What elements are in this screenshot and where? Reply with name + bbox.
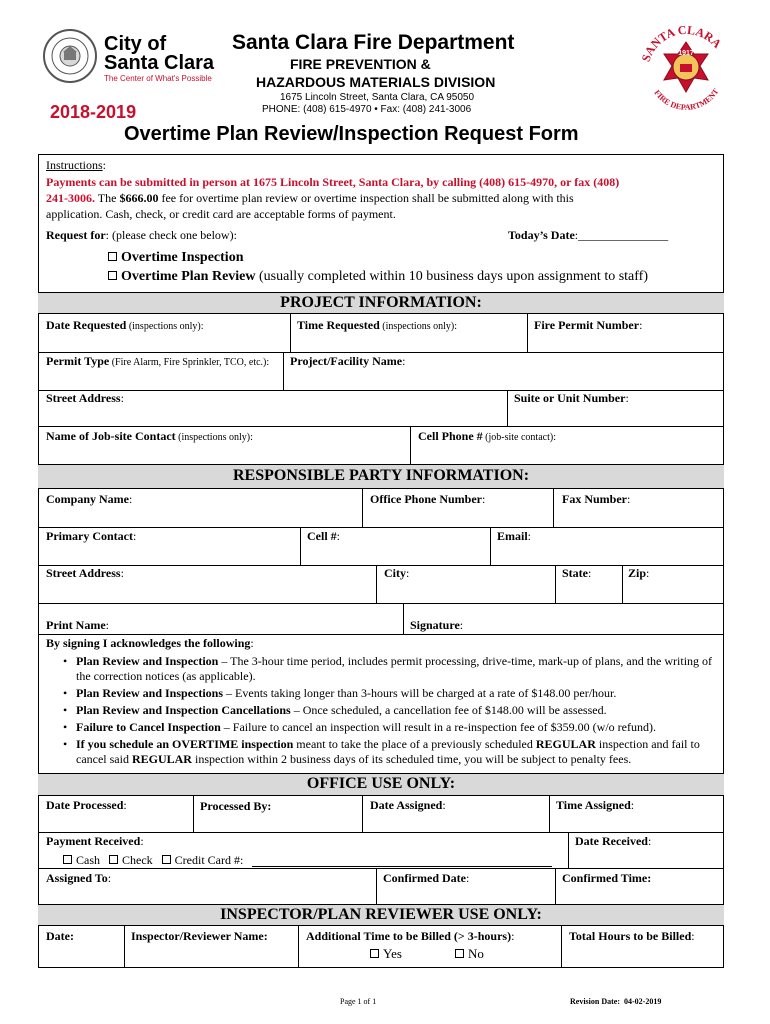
city-label: City — [384, 566, 406, 580]
ack-item-text: – Events taking longer than 3-hours will be charged at a rate of $148.00 per/hour. — [223, 686, 617, 700]
rp-street-label: Street Address — [46, 566, 121, 580]
checkbox[interactable] — [109, 855, 118, 864]
city-logo-line2: Santa Clara — [104, 52, 215, 74]
assigned-to-label: Assigned To — [46, 871, 108, 885]
fax-number-red: 241-3006. — [46, 191, 95, 205]
fire-permit-label: Fire Permit Number — [534, 318, 640, 332]
fax-number-label: Fax Number — [562, 492, 627, 506]
time-assigned-field[interactable]: Time Assigned: — [556, 798, 635, 812]
print-name-field[interactable]: Print Name: — [46, 618, 109, 632]
acknowledge-lead-label: By signing I acknowledges the following — [46, 636, 251, 650]
checkbox[interactable] — [370, 949, 379, 958]
confirmed-time-label: Confirmed Time: — [562, 871, 652, 885]
primary-contact-label: Primary Contact — [46, 529, 133, 543]
payment-method-row — [63, 853, 243, 868]
responsible-heading: RESPONSIBLE PARTY INFORMATION: — [232, 467, 530, 484]
additional-time-label: Additional Time to be Billed (> 3-hours) — [306, 929, 512, 943]
confirmed-date-label: Confirmed Date — [383, 871, 466, 885]
ack-item-title: Plan Review and Inspection — [76, 654, 219, 668]
ack-item-text: – Failure to cancel an inspection will result in a re-inspection fee of $359.00 (w/o refund). — [220, 720, 656, 734]
reviewer-name-field[interactable] — [131, 929, 268, 944]
project-heading: PROJECT INFORMATION: — [280, 294, 482, 311]
city-tagline: The Center of What's Possible — [104, 74, 212, 83]
instructions-label: Instructions — [46, 158, 103, 172]
acknowledge-item: • If you schedule an OVERTIME inspection meant to take the place of a previously scheduled REGULAR inspection and fail to cancel said REGULAR inspection within 2 business days of its scheduled time, you will be subject to penalty fees. — [63, 737, 700, 766]
todays-date[interactable] — [508, 228, 668, 243]
payment-check[interactable] — [109, 853, 153, 867]
suite-field[interactable]: Suite or Unit Number: — [514, 391, 629, 405]
payment-credit[interactable] — [162, 853, 244, 867]
date-requested-note: (inspections only): — [126, 321, 204, 332]
date-requested-label: Date Requested — [46, 318, 127, 332]
option2-note: (usually completed within 10 business days upon assignment to staff) — [255, 269, 648, 284]
jobsite-contact-field[interactable] — [46, 429, 253, 444]
jobsite-cell-label: Cell Phone # — [418, 429, 483, 443]
rp-cell-field[interactable]: Cell #: — [307, 529, 341, 543]
option-overtime-plan-review[interactable] — [108, 269, 648, 285]
total-hours-field[interactable]: Total Hours to be Billed: — [569, 929, 695, 943]
ack-item-text: inspection and fail to cancel said — [76, 737, 700, 766]
date-assigned-label: Date Assigned — [370, 798, 443, 812]
additional-time-yes[interactable] — [370, 946, 402, 962]
ack-item-title: Failure to Cancel Inspection — [76, 720, 221, 734]
permit-type-label: Permit Type — [46, 354, 110, 368]
fax-number-field[interactable]: Fax Number: — [562, 492, 631, 506]
inspector-heading: INSPECTOR/PLAN REVIEWER USE ONLY: — [220, 906, 542, 923]
fire-permit-field[interactable]: Fire Permit Number: — [534, 318, 643, 332]
form-year: 2018-2019 — [50, 102, 137, 122]
acknowledge-item: • Plan Review and Inspection Cancellations – Once scheduled, a cancellation fee of $148.00 will be assessed. — [63, 703, 607, 717]
jobsite-contact-label: Name of Job-site Contact — [46, 429, 176, 443]
additional-time-no[interactable] — [455, 946, 484, 962]
instructions-line3: application. Cash, check, or credit card are acceptable forms of payment. — [46, 207, 396, 221]
request-for-label: Request for — [46, 228, 106, 242]
revision-date: Revision Date: 04-02-2019 — [570, 997, 662, 1006]
fire-logo-top-text: SANTA CLARA — [638, 22, 725, 64]
additional-time-field: Additional Time to be Billed (> 3-hours): — [306, 929, 515, 943]
project-name-field[interactable]: Project/Facility Name: — [290, 354, 406, 368]
confirmed-time-field[interactable] — [562, 871, 651, 886]
permit-type-note: (Fire Alarm, Fire Sprinkler, TCO, etc.): — [109, 357, 270, 368]
project-street-field[interactable]: Street Address: — [46, 391, 124, 405]
time-assigned-label: Time Assigned — [556, 798, 631, 812]
cash-label: Cash — [76, 853, 100, 867]
office-section-bar — [38, 773, 724, 796]
acknowledge-list — [38, 654, 718, 769]
jobsite-cell-note: (job-site contact): — [482, 432, 556, 443]
ack-item-title: If you schedule an OVERTIME inspection — [76, 737, 294, 751]
checkbox[interactable] — [63, 855, 72, 864]
inspector-date-label: Date: — [46, 929, 74, 943]
processed-by-field[interactable] — [200, 799, 271, 814]
processed-by-label: Processed By: — [200, 799, 272, 813]
option2-label: Overtime Plan Review — [121, 269, 256, 284]
ack-item-title: Plan Review and Inspections — [76, 686, 224, 700]
rp-street-field[interactable]: Street Address: — [46, 566, 124, 580]
instructions-heading — [46, 158, 106, 173]
ack-regular-1: REGULAR — [535, 737, 596, 751]
email-field[interactable]: Email: — [497, 529, 532, 543]
payment-received-label: Payment Received — [46, 834, 141, 848]
reviewer-name-label: Inspector/Reviewer Name: — [131, 929, 268, 943]
signature-label: Signature — [410, 618, 460, 632]
checkbox[interactable] — [455, 949, 464, 958]
credit-label: Credit Card #: — [174, 853, 244, 867]
yes-label: Yes — [383, 946, 402, 961]
assigned-to-field[interactable]: Assigned To: — [46, 871, 112, 885]
instructions-colon: : — [102, 158, 107, 172]
date-processed-field[interactable]: Date Processed: — [46, 798, 127, 812]
form-title: Overtime Plan Review/Inspection Request Form — [124, 123, 579, 145]
ack-item-text: meant to take the place of a previously scheduled — [293, 737, 536, 751]
todays-date-blank: :_______________ — [574, 228, 669, 242]
permit-type-field[interactable] — [46, 354, 269, 369]
dept-phone-fax: PHONE: (408) 615-4970 • Fax: (408) 241-3006 — [262, 104, 472, 115]
request-for-hint: : (please check one below): — [105, 228, 237, 242]
acknowledge-item: • Failure to Cancel Inspection – Failure to cancel an inspection will result in a re-inspection fee of $359.00 (w/o refund). — [63, 720, 656, 734]
acknowledge-item: • Plan Review and Inspections – Events taking longer than 3-hours will be charged at a rate of $148.00 per/hour. — [63, 686, 617, 700]
date-received-field[interactable]: Date Received: — [575, 834, 652, 848]
acknowledge-item: • Plan Review and Inspection – The 3-hour time period, includes permit processing, drive-time, mark-up of plans, and the writing of the correction notices (as applicable). — [63, 654, 713, 683]
checkbox[interactable] — [162, 855, 171, 864]
fee-amount: $666.00 — [119, 191, 159, 205]
page-number: Page 1 of 1 — [340, 997, 377, 1006]
inspector-date-field[interactable] — [46, 929, 74, 944]
dept-address: 1675 Lincoln Street, Santa Clara, CA 95050 — [280, 92, 475, 103]
time-requested-field[interactable] — [297, 318, 457, 333]
ack-item-title: Plan Review and Inspection Cancellations — [76, 703, 291, 717]
checkbox[interactable] — [108, 271, 117, 280]
division-line1: FIRE PREVENTION & — [290, 56, 431, 72]
city-seal — [42, 28, 98, 84]
acknowledge-lead: By signing I acknowledges the following: — [46, 636, 254, 650]
ack-item-text: – The 3-hour time period, includes permit processing, drive-time, mark-up of plans, and the writing of the correction notices (as applicable). — [76, 654, 713, 683]
fee-post: fee for overtime plan review or overtime inspection shall be submitted along with this — [158, 191, 574, 205]
checkbox[interactable] — [108, 252, 117, 261]
date-received-label: Date Received — [575, 834, 648, 848]
print-name-label: Print Name — [46, 618, 106, 632]
zip-field[interactable]: Zip: — [628, 566, 650, 580]
email-label: Email — [497, 529, 528, 543]
check-label: Check — [122, 853, 153, 867]
rp-cell-label: Cell # — [307, 529, 337, 543]
division-line2: HAZARDOUS MATERIALS DIVISION — [256, 74, 496, 90]
confirmed-date-field[interactable]: Confirmed Date: — [383, 871, 470, 885]
primary-contact-field[interactable]: Primary Contact: — [46, 529, 137, 543]
fire-logo-year: 1917 — [678, 50, 694, 57]
fee-pre: The — [95, 191, 120, 205]
total-hours-label: Total Hours to be Billed — [569, 929, 692, 943]
ack-regular-2: REGULAR — [131, 752, 192, 766]
todays-date-label: Today’s Date — [508, 228, 575, 242]
payment-received-field[interactable]: Payment Received: — [46, 834, 144, 848]
city-logo-line1: City of — [104, 33, 167, 55]
option1-label: Overtime Inspection — [121, 250, 244, 265]
date-processed-label: Date Processed — [46, 798, 124, 812]
jobsite-contact-note: (inspections only): — [175, 432, 253, 443]
time-requested-note: (inspections only): — [379, 321, 457, 332]
company-name-label: Company Name — [46, 492, 129, 506]
dept-title: Santa Clara Fire Department — [232, 31, 515, 54]
jobsite-cell-field[interactable] — [418, 429, 556, 444]
office-phone-label: Office Phone Number — [370, 492, 482, 506]
office-heading: OFFICE USE ONLY: — [306, 775, 456, 792]
project-name-label: Project/Facility Name — [290, 354, 403, 368]
suite-label: Suite or Unit Number — [514, 391, 626, 405]
fire-department-logo — [636, 20, 736, 124]
company-name-field[interactable]: Company Name: — [46, 492, 133, 506]
state-label: State — [562, 566, 588, 580]
signature-field[interactable]: Signature: — [410, 618, 464, 632]
ack-item-text: – Once scheduled, a cancellation fee of $148.00 will be assessed. — [290, 703, 607, 717]
payment-cash[interactable] — [63, 853, 100, 867]
instructions-line2 — [46, 191, 574, 206]
date-requested-field[interactable] — [46, 318, 204, 333]
zip-label: Zip — [628, 566, 647, 580]
project-section-bar — [38, 292, 724, 314]
ack-item-text: inspection within 2 business days of its scheduled time, you will be subject to penalty fees. — [191, 752, 632, 766]
responsible-section-bar — [38, 464, 724, 489]
city-field[interactable]: City: — [384, 566, 410, 580]
date-assigned-field[interactable]: Date Assigned: — [370, 798, 446, 812]
request-for — [46, 228, 237, 243]
fire-logo-bottom-text: FIRE DEPARTMENT — [652, 87, 721, 112]
state-field[interactable]: State: — [562, 566, 592, 580]
time-requested-label: Time Requested — [297, 318, 380, 332]
no-label: No — [468, 946, 484, 961]
office-phone-field[interactable]: Office Phone Number: — [370, 492, 486, 506]
instructions-red-line1: Payments can be submitted in person at 1675 Lincoln Street, Santa Clara, by calling (408) 615-4970, or fax (408) — [46, 175, 620, 189]
option-overtime-inspection[interactable] — [108, 250, 243, 266]
inspector-section-bar — [38, 904, 724, 926]
project-street-label: Street Address — [46, 391, 121, 405]
